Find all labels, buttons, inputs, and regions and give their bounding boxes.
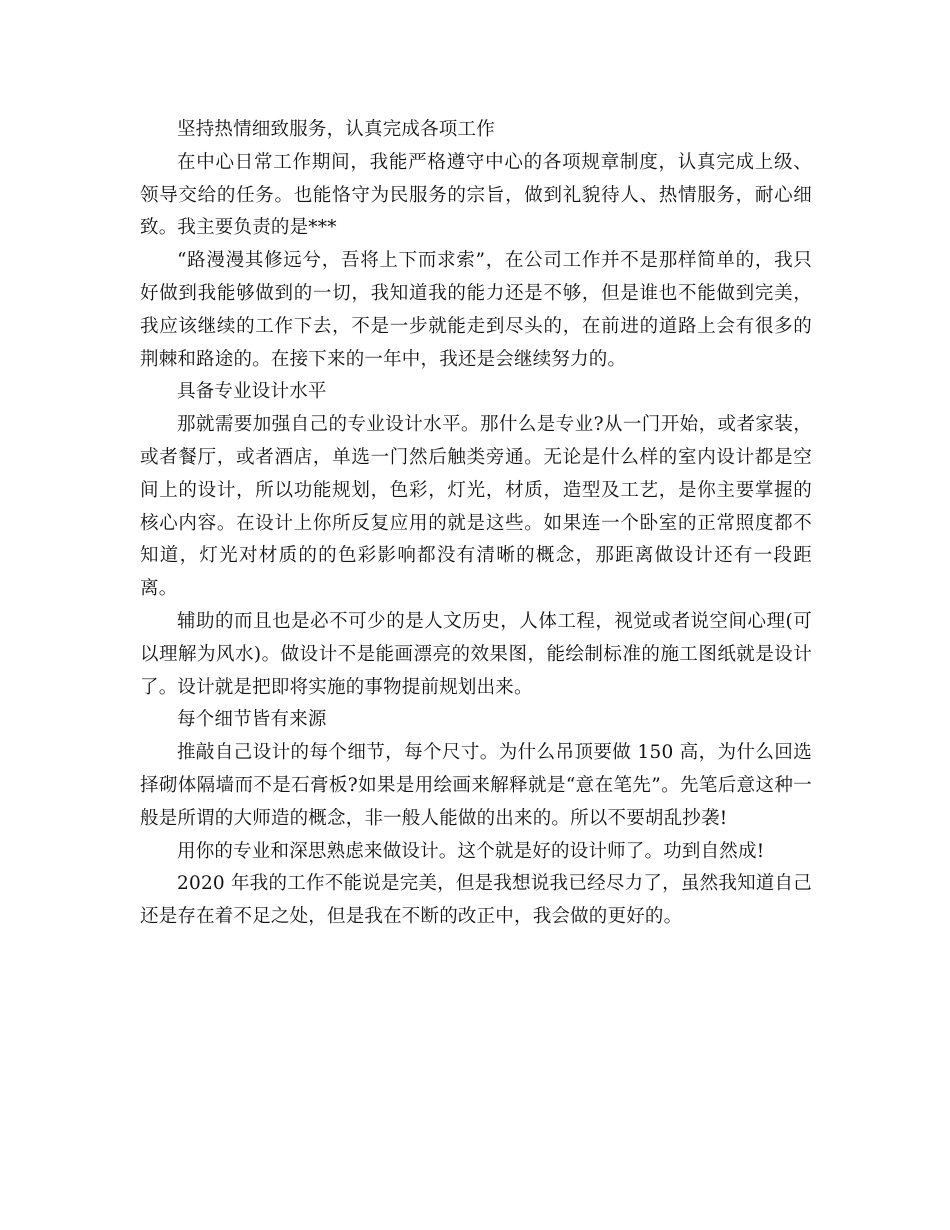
paragraph-quote: “路漫漫其修远兮，吾将上下而求索”，在公司工作并不是那样简单的，我只好做到我能够做到的一切，我知道我的能力还是不够，但是谁也不能做到完美，我应该继续的工作下去，不是一步就能走到尽头的，在前进的道路上会有很多的荆棘和路途的。在接下来的一年中，我还是会继续努力的。 bbox=[140, 250, 812, 370]
paragraph-professional-level: 那就需要加强自己的专业设计水平。那什么是专业?从一门开始，或者家装，或者餐厅，或者酒店，单选一门然后触类旁通。无论是什么样的室内设计都是空间上的设计，所以功能规划，色彩，灯光，材质，造型及工艺，是你主要掌握的核心内容。在设计上你所反复应用的就是这些。如果连一个卧室的正常照度都不知道，灯光对材质的的色彩影响都没有清晰的概念，那距离做设计还有一段距离。 bbox=[140, 414, 812, 600]
heading-professional: 具备专业设计水平 bbox=[177, 381, 327, 403]
paragraph-deep-thinking: 用你的专业和深思熟虑来做设计。这个就是好的设计师了。功到自然成! bbox=[177, 840, 765, 862]
paragraph-auxiliary: 辅助的而且也是必不可少的是人文历史，人体工程，视觉或者说空间心理(可以理解为风水)。做设计不是能画漂亮的效果图，能绘制标准的施工图纸就是设计了。设计就是把即将实施的事物提前规划出来。 bbox=[140, 610, 812, 698]
paragraph-details: 推敲自己设计的每个细节，每个尺寸。为什么吊顶要做 150 高，为什么回选择砌体隔墙而不是石膏板?如果是用绘画来解释就是“意在笔先”。先笔后意这种一般是所谓的大师造的概念，非一般人能做的出来的。所以不要胡乱抄袭! bbox=[140, 742, 812, 829]
heading-service: 坚持热情细致服务，认真完成各项工作 bbox=[177, 119, 495, 140]
heading-details: 每个细节皆有来源 bbox=[177, 709, 327, 731]
paragraph-summary: 2020 年我的工作不能说是完美，但是我想说我已经尽力了，虽然我知道自己还是存在着不足之处，但是我在不断的改正中，我会做的更好的。 bbox=[140, 873, 812, 928]
document-body bbox=[140, 114, 812, 934]
paragraph-daily-work: 在中心日常工作期间，我能严格遵守中心的各项规章制度，认真完成上级、领导交给的任务。也能恪守为民服务的宗旨，做到礼貌待人、热情服务，耐心细致。我主要负责的是*** bbox=[140, 151, 812, 239]
